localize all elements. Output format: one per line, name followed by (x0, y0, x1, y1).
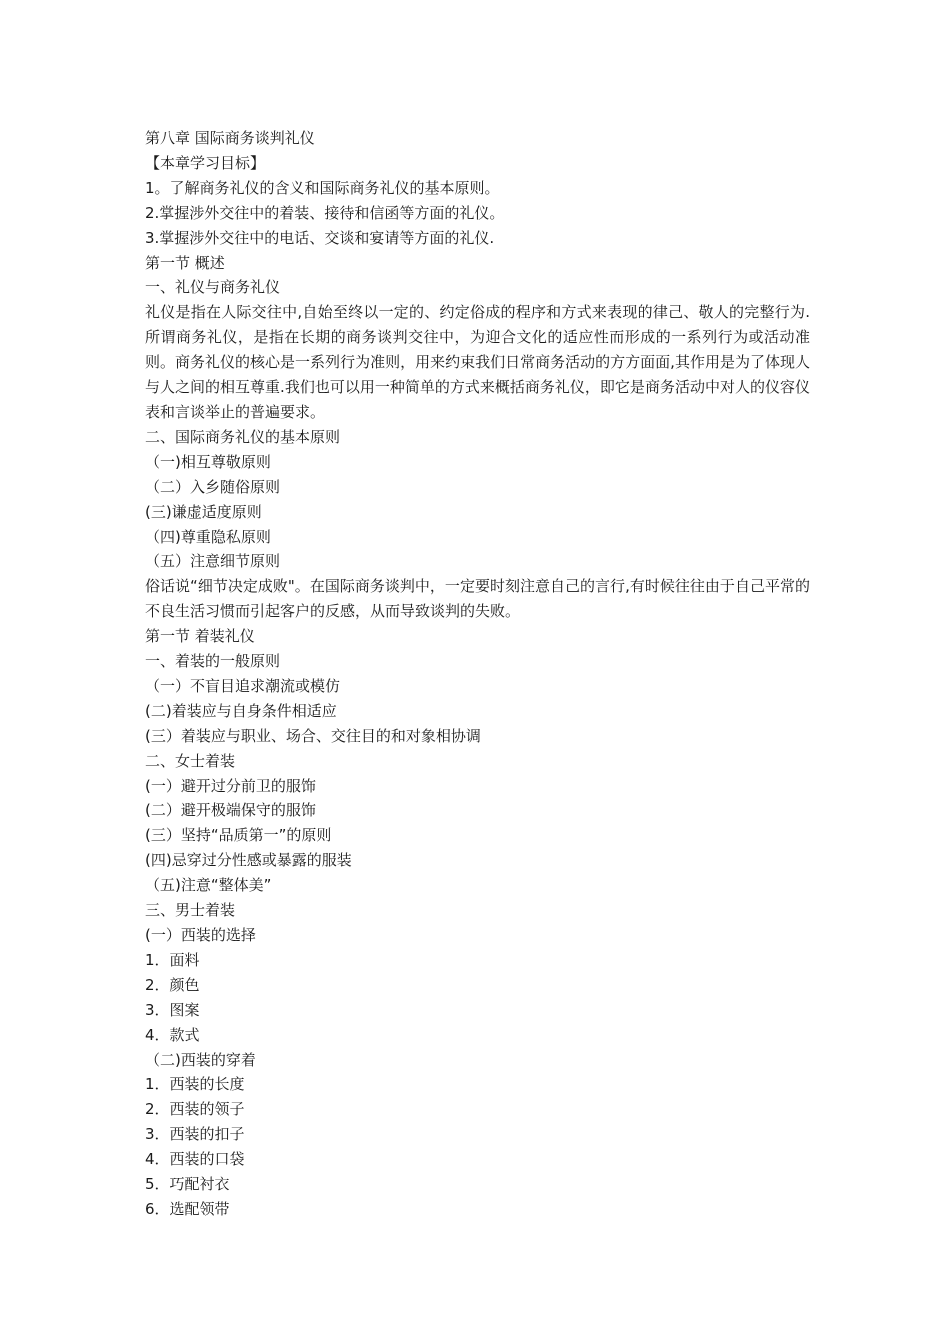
objectives-heading: 【本章学习目标】 (145, 153, 266, 172)
list-item: 1．西装的长度 (145, 1075, 245, 1094)
list-item: （五)注意“整体美” (145, 876, 272, 895)
list-item: 3．图案 (145, 1000, 200, 1019)
list-item: 4．款式 (145, 1025, 200, 1044)
section-title: 第一节 概述 (145, 253, 225, 272)
list-item: （一）不盲目追求潮流或模仿 (145, 676, 341, 695)
list-item: 6．选配领带 (145, 1199, 230, 1218)
subsection-heading: 一、礼仪与商务礼仪 (145, 278, 281, 297)
subsection-heading: 一、着装的一般原则 (145, 652, 281, 671)
body-paragraph: 俗话说“细节决定成败"。在国际商务谈判中，一定要时刻注意自己的言行,有时候往往由于自己平常的不良生活习惯而引起客户的反感，从而导致谈判的失败。 (145, 577, 810, 621)
list-item: 2．颜色 (145, 975, 200, 994)
section-title: 第一节 着装礼仪 (145, 627, 255, 646)
principle-item: （五）注意细节原则 (145, 552, 281, 571)
list-heading: （二)西装的穿着 (145, 1050, 256, 1069)
list-item: (四)忌穿过分性感或暴露的服装 (145, 851, 352, 870)
list-heading: (一）西装的选择 (145, 926, 256, 944)
principle-item: （二）入乡随俗原则 (145, 477, 281, 496)
list-item: 5．巧配衬衣 (145, 1175, 230, 1194)
subsection-heading: 三、男士着装 (145, 901, 236, 920)
objective-item: 2.掌握涉外交往中的着装、接待和信函等方面的礼仪。 (145, 203, 505, 222)
body-paragraph: 礼仪是指在人际交往中,自始至终以一定的、约定俗成的程序和方式来表现的律己、敬人的完整行为.所谓商务礼仪，是指在长期的商务谈判交往中，为迎合文化的适应性而形成的一系列行为或活动准则。商务礼仪的核心是一系列行为准则，用来约束我们日常商务活动的方方面面,其作用是为了体现人与人之间的相互尊重.我们也可以用一种简单的方式来概括商务礼仪，即它是商务活动中对人的仪容仪表和言谈举止的普遍要求。 (145, 303, 810, 421)
principle-item: （一)相互尊敬原则 (145, 452, 271, 471)
objective-item: 1。了解商务礼仪的含义和国际商务礼仪的基本原则。 (145, 178, 500, 197)
list-item: (二)着装应与自身条件相适应 (145, 701, 337, 720)
principle-item: (三)谦虚适度原则 (145, 502, 262, 521)
chapter-title: 第八章 国际商务谈判礼仪 (145, 129, 315, 147)
list-item: 1．面料 (145, 950, 200, 969)
list-item: 3．西装的扣子 (145, 1125, 245, 1144)
subsection-heading: 二、国际商务礼仪的基本原则 (145, 427, 341, 446)
list-item: 2．西装的领子 (145, 1100, 245, 1119)
list-item: (三）着装应与职业、场合、交往目的和对象相协调 (145, 726, 481, 745)
list-item: (三）坚持“品质第一”的原则 (145, 826, 332, 845)
principle-item: （四)尊重隐私原则 (145, 527, 271, 546)
list-item: (二）避开极端保守的服饰 (145, 801, 316, 820)
list-item: (一）避开过分前卫的服饰 (145, 776, 316, 795)
subsection-heading: 二、女士着装 (145, 751, 236, 770)
objective-item: 3.掌握涉外交往中的电话、交谈和宴请等方面的礼仪. (145, 228, 495, 247)
list-item: 4．西装的口袋 (145, 1150, 245, 1169)
document-page (145, 126, 810, 1222)
